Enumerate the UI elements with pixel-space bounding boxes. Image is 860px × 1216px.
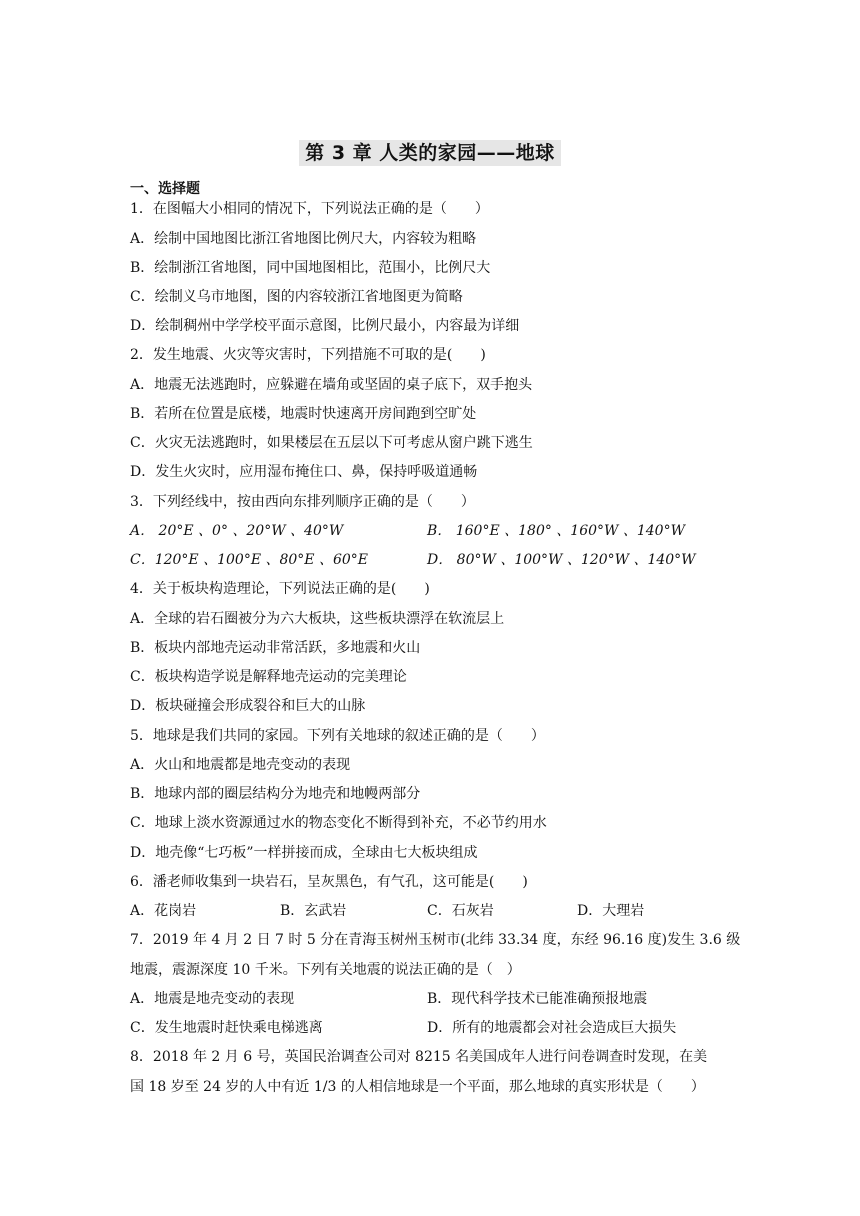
question-8-stem-line-1: 8．2018 年 2 月 6 号，英国民治调查公司对 8215 名美国成年人进行问卷调查时发现，在美 <box>130 1049 708 1065</box>
question-1-option-b: B．绘制浙江省地图，同中国地图相比，范围小，比例尺大 <box>130 260 491 276</box>
question-5-option-d: D．地壳像“七巧板”一样拼接而成，全球由七大板块组成 <box>130 845 478 861</box>
question-7-option-a: A．地震是地壳变动的表现 <box>130 991 295 1007</box>
question-1-stem: 1．在图幅大小相同的情况下，下列说法正确的是（ ） <box>130 201 489 217</box>
section-heading: 一、选择题 <box>130 181 200 197</box>
question-5-option-a: A．火山和地震都是地壳变动的表现 <box>130 757 351 773</box>
question-4-option-c: C．板块构造学说是解释地壳运动的完美理论 <box>130 669 407 685</box>
question-4-option-d: D．板块碰撞会形成裂谷和巨大的山脉 <box>130 698 366 714</box>
question-7-stem-line-2: 地震，震源深度 10 千米。下列有关地震的说法正确的是（ ） <box>130 962 521 978</box>
question-3-option-c: C．120°E 、100°E 、80°E 、60°E <box>130 552 369 568</box>
question-2-option-c: C．火灾无法逃跑时，如果楼层在五层以下可考虑从窗户跳下逃生 <box>130 435 533 451</box>
question-3-option-b: B． 160°E 、180° 、160°W 、140°W <box>427 523 685 539</box>
question-6-option-d: D．大理岩 <box>577 903 645 919</box>
question-7-option-d: D．所有的地震都会对社会造成巨大损失 <box>427 1020 677 1036</box>
question-6-option-b: B．玄武岩 <box>280 903 347 919</box>
question-6-option-a: A．花岗岩 <box>130 903 197 919</box>
question-4-option-b: B．板块内部地壳运动非常活跃，多地震和火山 <box>130 640 421 656</box>
question-1-option-a: A．绘制中国地图比浙江省地图比例尺大，内容较为粗略 <box>130 231 477 247</box>
question-5-stem: 5．地球是我们共同的家园。下列有关地球的叙述正确的是（ ） <box>130 728 545 744</box>
question-7-stem-line-1: 7．2019 年 4 月 2 日 7 时 5 分在青海玉树州玉树市(北纬 33.34 度，东经 96.16 度)发生 3.6 级 <box>130 932 741 948</box>
question-7-option-c: C．发生地震时赶快乘电梯逃离 <box>130 1020 323 1036</box>
question-7-option-b: B．现代科学技术已能准确预报地震 <box>427 991 648 1007</box>
title-text: 第 3 章 人类的家园——地球 <box>299 140 561 166</box>
question-2-stem: 2．发生地震、火灾等灾害时，下列措施不可取的是( ) <box>130 347 486 363</box>
question-6-stem: 6．潘老师收集到一块岩石，呈灰黑色，有气孔，这可能是( ) <box>130 874 528 890</box>
question-1-option-c: C．绘制义乌市地图，图的内容较浙江省地图更为简略 <box>130 289 463 305</box>
question-3-stem: 3．下列经线中，按由西向东排列顺序正确的是（ ） <box>130 494 475 510</box>
question-3-option-d: D． 80°W 、100°W 、120°W 、140°W <box>427 552 696 568</box>
question-5-option-c: C．地球上淡水资源通过水的物态变化不断得到补充，不必节约用水 <box>130 815 547 831</box>
question-5-option-b: B．地球内部的圈层结构分为地壳和地幔两部分 <box>130 786 421 802</box>
question-2-option-b: B．若所在位置是底楼，地震时快速离开房间跑到空旷处 <box>130 406 477 422</box>
question-2-option-a: A．地震无法逃跑时，应躲避在墙角或坚固的桌子底下，双手抱头 <box>130 377 533 393</box>
question-3-option-a: A． 20°E 、0° 、20°W 、40°W <box>130 523 344 539</box>
question-2-option-d: D．发生火灾时，应用湿布掩住口、鼻，保持呼吸道通畅 <box>130 464 478 480</box>
question-1-option-d: D．绘制稠州中学学校平面示意图，比例尺最小，内容最为详细 <box>130 318 520 334</box>
question-6-option-c: C．石灰岩 <box>427 903 494 919</box>
question-4-option-a: A．全球的岩石圈被分为六大板块，这些板块漂浮在软流层上 <box>130 611 505 627</box>
question-8-stem-line-2: 国 18 岁至 24 岁的人中有近 1/3 的人相信地球是一个平面，那么地球的真实形状是（ ） <box>130 1079 705 1095</box>
question-4-stem: 4．关于板块构造理论，下列说法正确的是( ) <box>130 581 430 597</box>
page-title <box>0 138 860 165</box>
